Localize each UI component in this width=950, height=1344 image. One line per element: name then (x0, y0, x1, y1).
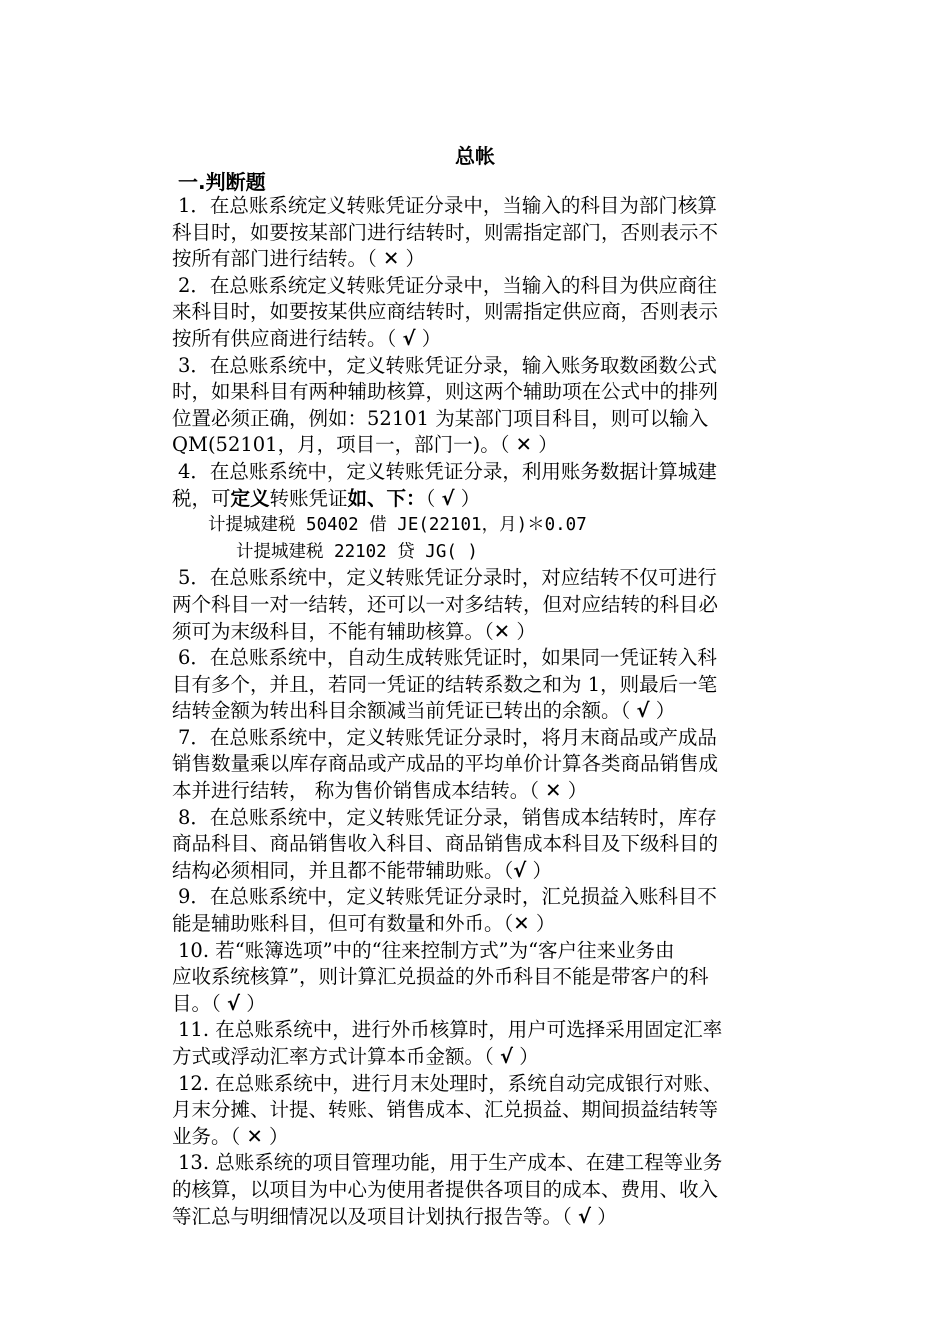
question-8-line-1: 8．在总账系统中，定义转账凭证分录，销售成本结转时，库存 (178, 805, 717, 829)
question-7-close: ） (567, 779, 588, 803)
question-12-close: ） (269, 1124, 289, 1148)
question-10-line-3 (172, 991, 798, 1018)
question-1-close: ） (405, 247, 426, 271)
question-10-answer: √ (226, 991, 240, 1015)
section-heading: 一.判断题 (178, 170, 266, 194)
question-10-line-1: 10. 若“账簿选项”中的“往来控制方式”为“客户往来业务由 (178, 938, 675, 962)
question-4-answer: √ (441, 486, 455, 510)
question-9-close: ） (535, 912, 556, 936)
question-4-bold-part-1: 定义 (230, 486, 270, 510)
question-4-open: （ (425, 486, 436, 510)
question-13-line-1: 13. 总账系统的项目管理功能，用于生产成本、在建工程等业务 (178, 1151, 723, 1175)
question-3-answer: ✕ (515, 433, 532, 457)
question-8-close: ） (532, 858, 552, 882)
question-5-line-3 (172, 619, 798, 646)
question-1-line-1: 1．在总账系统定义转账凭证分录中，当输入的科目为部门核算 (178, 194, 717, 217)
question-2-answer: √ (402, 326, 416, 350)
question-10-close: ） (246, 991, 266, 1015)
question-9-answer: ✕ (513, 912, 530, 936)
question-13-close: ） (597, 1204, 617, 1228)
question-6-line-2: 目有多个，并且，若同一凭证的结转系数之和为 1，则最后一笔 (172, 672, 718, 696)
question-2-line-2: 来科目时，如要按某供应商结转时，则需指定供应商，否则表示 (172, 300, 719, 324)
question-12-text: 业务。（ (172, 1124, 241, 1148)
question-9-line-1: 9．在总账系统中，定义转账凭证分录时，汇兑损益入账科目不 (178, 885, 717, 909)
question-1-answer: ✕ (382, 247, 400, 271)
question-5-line-2: 两个科目一对一结转，还可以一对多结转，但对应结转的科目必 (172, 592, 719, 616)
question-12-line-3 (172, 1124, 798, 1151)
question-6-close: ） (655, 699, 676, 723)
question-4-bold-part-2: 如、下： (347, 486, 426, 510)
question-4-text-part-1: 税，可 (172, 486, 231, 510)
question-4-text-part-2: 转账凭证 (269, 486, 348, 510)
question-8-line-3 (172, 858, 798, 885)
question-13-line-3 (172, 1204, 798, 1231)
question-2-line-1: 2．在总账系统定义转账凭证分录中，当输入的科目为供应商往 (178, 273, 717, 297)
question-5-close: ） (516, 619, 536, 643)
question-7-line-3 (172, 778, 798, 805)
question-6-line-3 (172, 698, 798, 725)
question-11-close: ） (519, 1045, 539, 1068)
question-6-answer: √ (636, 699, 650, 723)
document-title: 总帐 (455, 144, 495, 168)
question-13-text: 等汇总与明细情况以及项目计划执行报告等。（ (172, 1204, 572, 1228)
question-7-answer: ✕ (545, 779, 562, 803)
question-6-line-1: 6．在总账系统中，自动生成转账凭证时，如果同一凭证转入科 (178, 646, 717, 670)
question-1-line-2: 科目时，如要按某部门进行结转时，则需指定部门，否则表示不 (172, 220, 719, 244)
question-4-entry-debit: 计提城建税 50402 借 JE(22101，月)＊0.07 (208, 515, 587, 536)
question-1-line-3 (172, 246, 798, 273)
question-11-line-1: 11. 在总账系统中，进行外币核算时，用户可选择采用固定汇率 (178, 1018, 723, 1042)
question-8-text: 结构必须相同，并且都不能带辅助账。（ (172, 858, 514, 882)
question-11-line-2 (172, 1044, 798, 1071)
question-12-line-1: 12. 在总账系统中，进行月末处理时，系统自动完成银行对账、 (178, 1071, 723, 1095)
question-8-line-2: 商品科目、商品销售收入科目、商品销售成本科目及下级科目的 (172, 832, 719, 856)
question-3-line-3: 位置必须正确，例如：52101 为某部门项目科目，则可以输入 (172, 406, 709, 430)
question-12-answer: ✕ (246, 1124, 263, 1148)
question-10-text: 目。（ (172, 991, 221, 1015)
question-6-text: 结转金额为转出科目余额减当前凭证已转出的余额。（ (172, 699, 631, 723)
question-9-text: 能是辅助账科目，但可有数量和外币。（ (172, 912, 514, 936)
question-8-answer: √ (513, 858, 527, 882)
question-3-text: QM(52101，月，项目一，部门一)。（ (172, 433, 510, 457)
question-5-answer: ✕ (493, 619, 511, 643)
question-11-answer: √ (499, 1045, 513, 1068)
question-3-line-2: 时，如果科目有两种辅助核算，则这两个辅助项在公式中的排列 (172, 380, 719, 404)
question-7-line-1: 7．在总账系统中，定义转账凭证分录时，将月末商品或产成品 (178, 725, 717, 749)
question-9-line-2 (172, 911, 798, 938)
question-7-text: 本并进行结转， 称为售价销售成本结转。（ (172, 779, 539, 803)
question-4-close: ） (460, 486, 481, 510)
question-3-close: ） (538, 433, 558, 457)
question-2-close: ） (421, 326, 442, 350)
question-10-line-2: 应收系统核算”，则计算汇兑损益的外币科目不能是带客户的科 (172, 965, 709, 989)
question-3-line-4 (172, 432, 798, 459)
question-4-line-2 (172, 486, 798, 513)
question-7-line-2: 销售数量乘以库存商品或产成品的平均单价计算各类商品销售成 (172, 752, 719, 776)
question-13-line-2: 的核算，以项目为中心为使用者提供各项目的成本、费用、收入 (172, 1177, 719, 1201)
question-2-text: 按所有供应商进行结转。（ (172, 326, 397, 350)
question-2-line-3 (172, 326, 798, 353)
question-13-answer: √ (577, 1204, 591, 1228)
question-12-line-2: 月末分摊、计提、转账、销售成本、汇兑损益、期间损益结转等 (172, 1098, 719, 1122)
question-11-text: 方式或浮动汇率方式计算本币金额。（ (172, 1045, 494, 1068)
question-1-text: 按所有部门进行结转。（ (172, 247, 377, 271)
question-5-text: 须可为末级科目，不能有辅助核算。（ (172, 619, 494, 643)
question-4-line-1: 4．在总账系统中，定义转账凭证分录，利用账务数据计算城建 (178, 459, 717, 483)
question-3-line-1: 3．在总账系统中，定义转账凭证分录，输入账务取数函数公式 (178, 353, 717, 377)
question-5-line-1: 5．在总账系统中，定义转账凭证分录时，对应结转不仅可进行 (178, 566, 717, 590)
question-list (172, 193, 798, 1230)
question-4-entry-credit: 计提城建税 22102 贷 JG( ) (236, 541, 478, 562)
